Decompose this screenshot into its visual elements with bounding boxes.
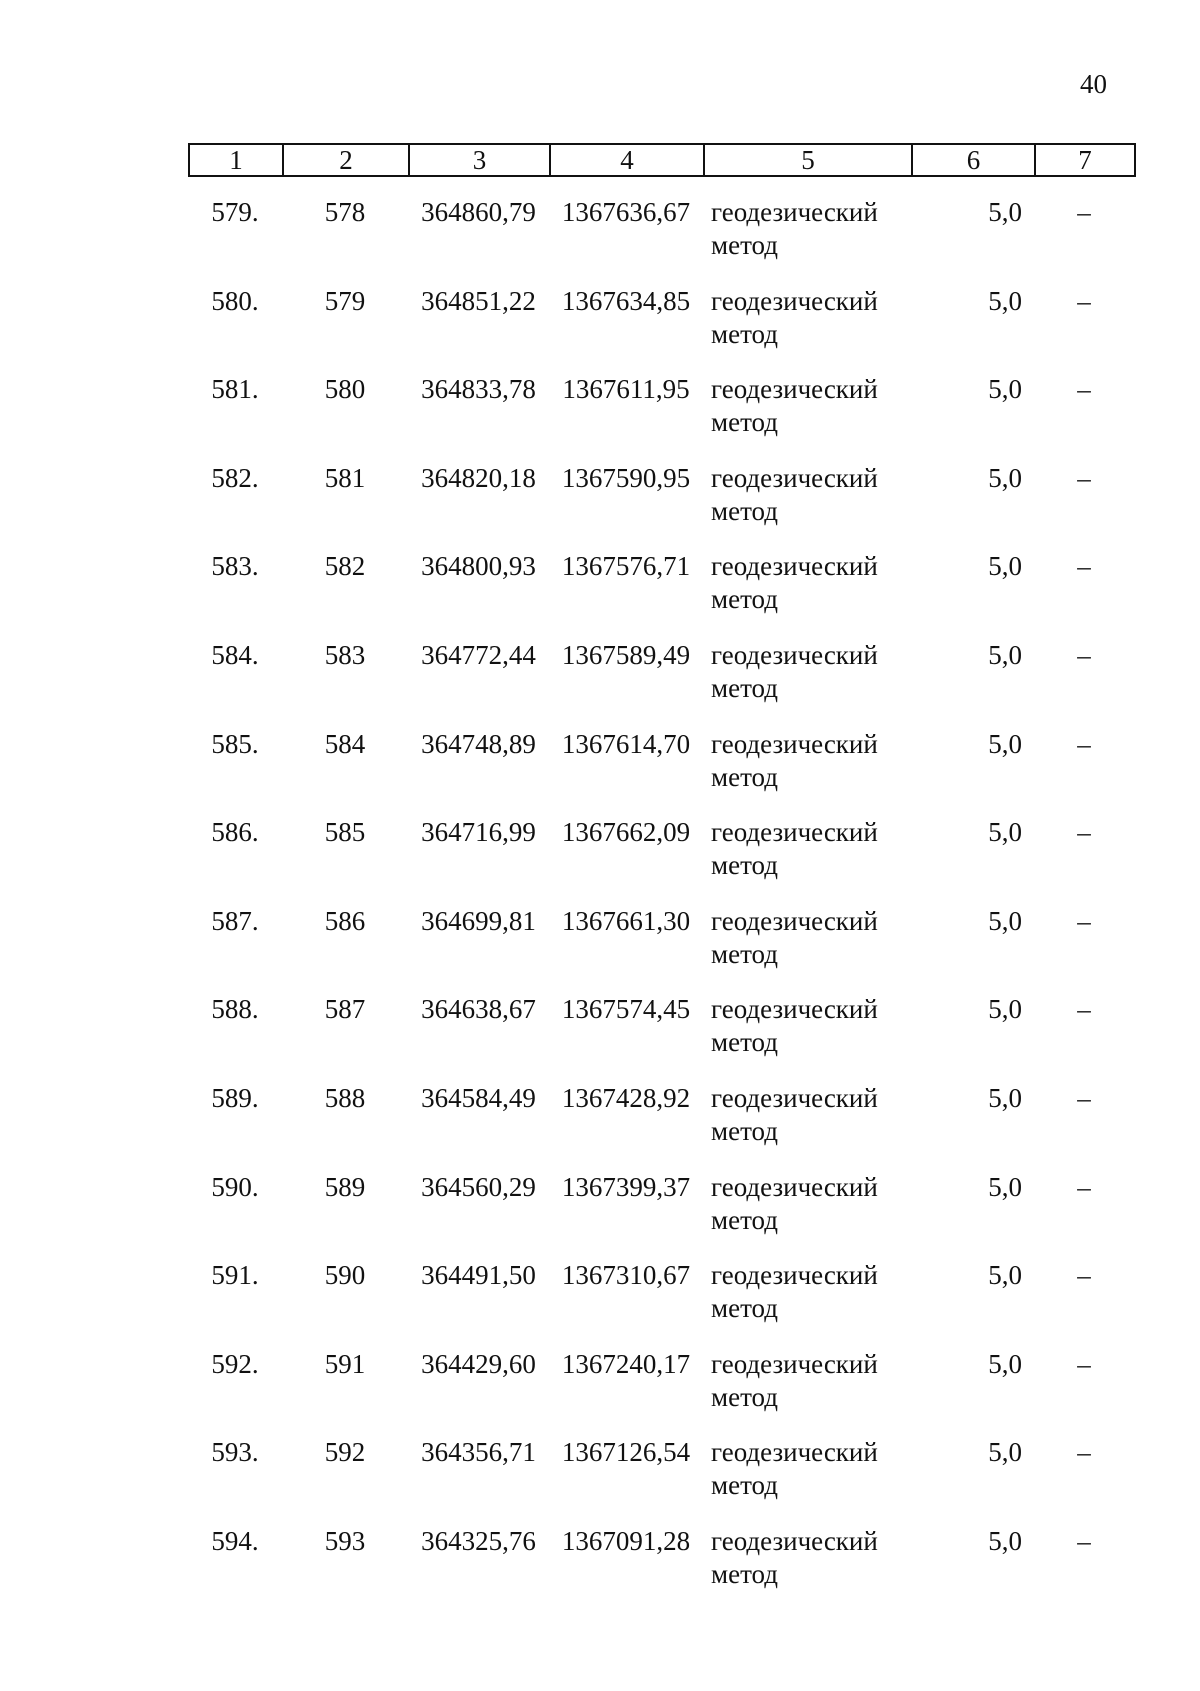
accuracy-value: 5,0 <box>988 994 1022 1025</box>
table-row <box>188 1348 1134 1437</box>
header-cell: 5 <box>704 144 912 176</box>
method-line: геодезический <box>711 994 878 1025</box>
accuracy-value: 5,0 <box>988 1260 1022 1291</box>
coordinate-x: 364325,76 <box>421 1525 536 1556</box>
method-line: метод <box>711 938 778 969</box>
method-line: геодезический <box>711 639 878 670</box>
note-value: – <box>1077 374 1091 405</box>
table-row <box>188 462 1134 551</box>
accuracy-value: 5,0 <box>988 462 1022 493</box>
point-number: 579 <box>324 285 366 316</box>
method-cell <box>703 196 911 285</box>
coordinate-y: 1367614,70 <box>561 728 691 759</box>
note-value: – <box>1077 197 1091 227</box>
accuracy-value: 5,0 <box>988 1525 1022 1556</box>
table-row <box>188 1259 1134 1348</box>
coordinate-y: 1367661,30 <box>561 905 691 936</box>
table-row <box>188 905 1134 994</box>
coordinate-y: 1367126,54 <box>561 1437 691 1468</box>
row-number: 587. <box>211 905 259 936</box>
note-value: – <box>1077 1260 1091 1291</box>
method-line: метод <box>711 318 778 349</box>
accuracy-value: 5,0 <box>988 1082 1022 1113</box>
row-number: 588. <box>211 994 259 1025</box>
method-line: метод <box>711 495 778 526</box>
method-cell <box>703 905 911 994</box>
note-value: – <box>1077 905 1091 936</box>
method-cell <box>703 285 911 374</box>
note-value: – <box>1077 285 1091 316</box>
accuracy-value: 5,0 <box>988 285 1022 316</box>
note-value: – <box>1077 1082 1091 1113</box>
method-line: метод <box>711 230 778 260</box>
coordinate-x: 364851,22 <box>421 285 536 316</box>
coordinate-y: 1367636,67 <box>561 197 691 227</box>
row-number: 592. <box>211 1348 259 1379</box>
accuracy-value: 5,0 <box>988 551 1022 582</box>
row-number: 590. <box>211 1171 259 1202</box>
method-cell <box>703 728 911 817</box>
point-number: 592 <box>324 1437 366 1468</box>
method-line: метод <box>711 850 778 881</box>
point-number: 585 <box>324 817 366 848</box>
accuracy-value: 5,0 <box>988 728 1022 759</box>
point-number: 586 <box>324 905 366 936</box>
method-cell <box>703 816 911 905</box>
method-cell <box>703 1436 911 1525</box>
method-line: геодезический <box>711 817 878 848</box>
method-cell <box>703 639 911 728</box>
note-value: – <box>1077 551 1091 582</box>
method-cell <box>703 1525 911 1614</box>
coordinate-y: 1367091,28 <box>561 1525 691 1556</box>
method-cell <box>703 1171 911 1260</box>
point-number: 581 <box>324 462 366 493</box>
header-cell: 3 <box>409 144 550 176</box>
coordinate-y: 1367662,09 <box>561 817 691 848</box>
accuracy-value: 5,0 <box>988 1171 1022 1202</box>
row-number: 580. <box>211 285 259 316</box>
row-number: 589. <box>211 1082 259 1113</box>
coordinate-x: 364800,93 <box>421 551 536 582</box>
row-number: 586. <box>211 817 259 848</box>
accuracy-value: 5,0 <box>988 374 1022 405</box>
coordinate-x: 364429,60 <box>421 1348 536 1379</box>
method-line: метод <box>711 672 778 703</box>
table-row <box>188 196 1134 285</box>
header-row <box>189 144 1135 176</box>
table-row <box>188 639 1134 728</box>
accuracy-value: 5,0 <box>988 817 1022 848</box>
method-cell <box>703 1082 911 1171</box>
note-value: – <box>1077 1348 1091 1379</box>
table-row <box>188 993 1134 1082</box>
method-line: геодезический <box>711 1437 878 1468</box>
table-row <box>188 1436 1134 1525</box>
method-line: метод <box>711 1381 778 1412</box>
method-cell <box>703 373 911 462</box>
method-line: геодезический <box>711 1348 878 1379</box>
table-row <box>188 285 1134 374</box>
note-value: – <box>1077 1437 1091 1468</box>
point-number: 582 <box>324 551 366 582</box>
note-value: – <box>1077 728 1091 759</box>
coordinate-y: 1367240,17 <box>561 1348 691 1379</box>
accuracy-value: 5,0 <box>988 905 1022 936</box>
coordinate-y: 1367634,85 <box>561 285 691 316</box>
table-row <box>188 1082 1134 1171</box>
method-cell <box>703 1348 911 1437</box>
method-cell <box>703 993 911 1082</box>
header-cell: 2 <box>283 144 409 176</box>
note-value: – <box>1077 639 1091 670</box>
method-line: метод <box>711 761 778 792</box>
row-number: 593. <box>211 1437 259 1468</box>
method-line: метод <box>711 584 778 615</box>
method-line: метод <box>711 1470 778 1501</box>
method-line: метод <box>711 1293 778 1324</box>
note-value: – <box>1077 994 1091 1025</box>
coordinate-y: 1367574,45 <box>561 994 691 1025</box>
table-row <box>188 1525 1134 1614</box>
coordinate-y: 1367310,67 <box>561 1260 691 1291</box>
coordinate-x: 364560,29 <box>421 1171 536 1202</box>
header-cell: 6 <box>912 144 1035 176</box>
coordinate-y: 1367589,49 <box>561 639 691 670</box>
table-row <box>188 550 1134 639</box>
point-number: 584 <box>324 728 366 759</box>
row-number: 582. <box>211 462 259 493</box>
method-cell <box>703 462 911 551</box>
point-number: 593 <box>324 1525 366 1556</box>
row-number: 579. <box>211 197 259 227</box>
point-number: 580 <box>324 374 366 405</box>
accuracy-value: 5,0 <box>988 1348 1022 1379</box>
method-line: метод <box>711 407 778 438</box>
coordinate-x: 364748,89 <box>421 728 536 759</box>
row-number: 581. <box>211 374 259 405</box>
coordinate-x: 364356,71 <box>421 1437 536 1468</box>
table-row <box>188 728 1134 817</box>
point-number: 591 <box>324 1348 366 1379</box>
row-number: 583. <box>211 551 259 582</box>
method-cell <box>703 550 911 639</box>
point-number: 590 <box>324 1260 366 1291</box>
method-cell <box>703 1259 911 1348</box>
coordinate-x: 364772,44 <box>421 639 536 670</box>
coordinate-x: 364860,79 <box>421 197 536 227</box>
table-body <box>188 196 1134 1614</box>
accuracy-value: 5,0 <box>988 197 1022 227</box>
accuracy-value: 5,0 <box>988 639 1022 670</box>
point-number: 583 <box>324 639 366 670</box>
table-header <box>188 143 1136 177</box>
accuracy-value: 5,0 <box>988 1437 1022 1468</box>
table-row <box>188 373 1134 462</box>
point-number: 587 <box>324 994 366 1025</box>
method-line: метод <box>711 1204 778 1235</box>
note-value: – <box>1077 1171 1091 1202</box>
method-line: геодезический <box>711 728 878 759</box>
method-line: метод <box>711 1115 778 1146</box>
method-line: геодезический <box>711 1525 878 1556</box>
coordinate-y: 1367399,37 <box>561 1171 691 1202</box>
header-cell: 7 <box>1035 144 1135 176</box>
coordinate-y: 1367590,95 <box>561 462 691 493</box>
method-line: геодезический <box>711 1171 878 1202</box>
method-line: геодезический <box>711 462 878 493</box>
row-number: 594. <box>211 1525 259 1556</box>
coordinate-y: 1367576,71 <box>561 551 691 582</box>
coordinate-x: 364820,18 <box>421 462 536 493</box>
method-line: геодезический <box>711 374 878 405</box>
table-row <box>188 1171 1134 1260</box>
coordinate-y: 1367611,95 <box>562 374 690 405</box>
table-row <box>188 816 1134 905</box>
header-cell: 4 <box>550 144 704 176</box>
method-line: геодезический <box>711 905 878 936</box>
row-number: 585. <box>211 728 259 759</box>
coordinate-x: 364584,49 <box>421 1082 536 1113</box>
coordinates-table <box>188 196 1134 1614</box>
method-line: метод <box>711 1027 778 1058</box>
coordinate-x: 364716,99 <box>421 817 536 848</box>
coordinate-x: 364638,67 <box>421 994 536 1025</box>
note-value: – <box>1077 817 1091 848</box>
coordinate-x: 364491,50 <box>421 1260 536 1291</box>
point-number: 588 <box>324 1082 366 1113</box>
page-number: 40 <box>1080 69 1107 99</box>
method-line: метод <box>711 1558 778 1589</box>
row-number: 584. <box>211 639 259 670</box>
method-line: геодезический <box>711 197 878 227</box>
method-line: геодезический <box>711 285 878 316</box>
point-number: 578 <box>324 197 366 227</box>
method-line: геодезический <box>711 551 878 582</box>
note-value: – <box>1077 462 1091 493</box>
method-line: геодезический <box>711 1082 878 1113</box>
point-number: 589 <box>324 1171 366 1202</box>
coordinate-y: 1367428,92 <box>561 1082 691 1113</box>
row-number: 591. <box>211 1260 259 1291</box>
note-value: – <box>1077 1525 1091 1556</box>
coordinate-x: 364833,78 <box>421 374 536 405</box>
coordinate-x: 364699,81 <box>421 905 536 936</box>
header-cell: 1 <box>189 144 283 176</box>
method-line: геодезический <box>711 1260 878 1291</box>
